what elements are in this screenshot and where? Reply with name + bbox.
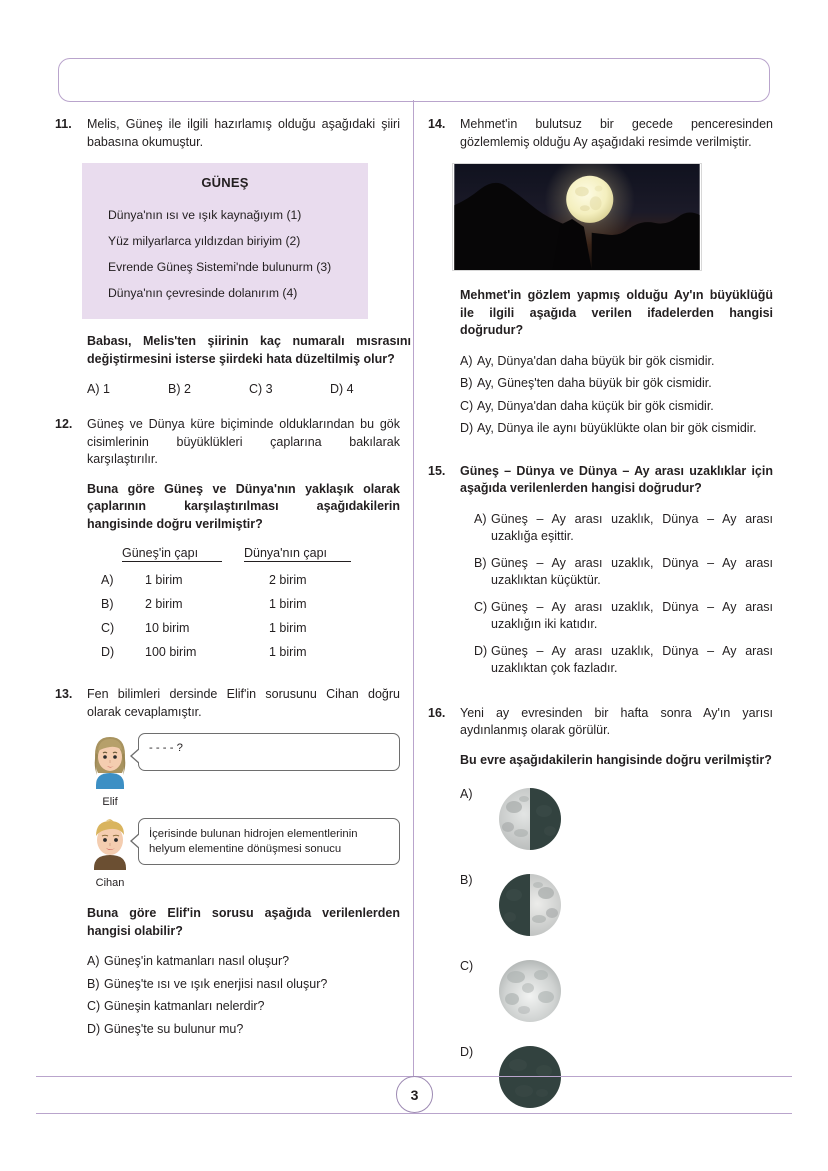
page-number: 3 xyxy=(396,1076,433,1113)
option-letter: D) xyxy=(474,643,488,658)
option-a[interactable]: A) 1 xyxy=(87,382,110,396)
question-15 xyxy=(428,463,773,683)
option-letter: A) xyxy=(460,787,473,801)
question-number: 11. xyxy=(55,117,72,131)
option-letter: D) xyxy=(101,645,115,659)
option-a[interactable] xyxy=(87,953,400,971)
page-header-box xyxy=(58,58,770,102)
poem-title: GÜNEŞ xyxy=(201,175,249,190)
option-d[interactable]: D) 4 xyxy=(330,382,354,396)
option-text: Güneş – Ay arası uzaklık, Dünya – Ay arası uzaklıktan çok fazladır. xyxy=(491,643,773,675)
question-number: 16. xyxy=(428,705,446,720)
option-letter: A) xyxy=(101,573,114,587)
option-letter: D) xyxy=(460,1045,474,1059)
option-letter: A) xyxy=(87,954,100,968)
question-stem: Yeni ay evresinden bir hafta sonra Ay'ın yarısı aydınlanmış olarak görülür. xyxy=(460,705,773,737)
option-c[interactable] xyxy=(460,955,632,1027)
moon-photograph xyxy=(452,163,773,271)
cell-earth-diameter: 1 birim xyxy=(269,621,307,635)
speech-bubble-elif xyxy=(138,733,400,771)
option-c[interactable] xyxy=(474,599,773,634)
answer-options xyxy=(87,382,411,396)
left-column xyxy=(55,116,411,1057)
question-prompt: Mehmet'in gözlem yapmış olduğu Ay'ın büyüklüğü ile ilgili aşağıda verilen ifadelerden hangisi doğrudur? xyxy=(460,288,773,337)
question-14 xyxy=(428,116,773,443)
cell-sun-diameter: 100 birim xyxy=(145,645,197,659)
speaker-name: Elif xyxy=(102,796,118,808)
option-b[interactable] xyxy=(474,555,773,590)
table-row[interactable] xyxy=(101,640,400,664)
answer-options xyxy=(474,511,773,678)
question-number: 13. xyxy=(55,687,73,701)
poem-line: Yüz milyarlarca yıldızdan biriyim (2) xyxy=(108,234,301,248)
answer-options xyxy=(87,953,400,1038)
column-divider xyxy=(413,100,414,1076)
option-text: Güneş – Ay arası uzaklık, Dünya – Ay arası uzaklığa eşittir. xyxy=(491,511,773,543)
moon-phase-lit-left-icon xyxy=(494,783,566,855)
option-text: Ay, Güneş'ten daha büyük bir gök cismidir. xyxy=(477,376,712,390)
option-text: Güneş'te su bulunur mu? xyxy=(104,1021,244,1036)
option-a[interactable] xyxy=(474,511,773,546)
question-12 xyxy=(55,416,400,664)
dialog-row-cihan xyxy=(82,818,400,889)
option-text: Ay, Dünya ile aynı büyüklükte olan bir gök cismidir. xyxy=(477,421,757,435)
question-11 xyxy=(55,116,411,396)
dialog-row-elif xyxy=(82,733,400,808)
question-prompt: Buna göre Elif'in sorusu aşağıda verilenlerden hangisi olabilir? xyxy=(87,906,400,938)
option-text: Güneş – Ay arası uzaklık, Dünya – Ay arası uzaklıktan küçüktür. xyxy=(491,555,773,587)
moon-phase-full-icon xyxy=(494,955,566,1027)
cell-earth-diameter: 1 birim xyxy=(269,645,307,659)
question-number: 14. xyxy=(428,117,446,131)
question-16 xyxy=(428,705,773,1128)
answer-options xyxy=(460,353,773,438)
question-prompt: Bu evre aşağıdakilerin hangisinde doğru verilmiştir? xyxy=(460,752,772,767)
comparison-table xyxy=(101,546,400,664)
option-a[interactable] xyxy=(460,353,773,371)
option-text: Ay, Dünya'dan daha büyük bir gök cismidir. xyxy=(477,353,715,368)
option-d[interactable] xyxy=(87,1021,400,1039)
column-header-earth: Dünya'nın çapı xyxy=(244,546,351,562)
speech-text: İçerisinde bulunan hidrojen elementlerinin helyum elementine dönüşmesi sonucu xyxy=(149,828,358,855)
right-column xyxy=(428,116,773,1141)
option-d[interactable] xyxy=(474,643,773,678)
option-letter: B) xyxy=(474,555,487,570)
option-letter: C) xyxy=(460,398,474,413)
cell-earth-diameter: 2 birim xyxy=(269,573,307,587)
cell-sun-diameter: 10 birim xyxy=(145,621,190,635)
option-letter: D) xyxy=(460,421,474,435)
option-a[interactable] xyxy=(460,783,632,855)
speaker-name: Cihan xyxy=(95,877,125,889)
question-number: 15. xyxy=(428,463,446,478)
option-b[interactable] xyxy=(87,976,400,994)
option-letter: B) xyxy=(87,976,100,991)
option-letter: B) xyxy=(101,597,114,611)
option-letter: B) xyxy=(460,873,473,887)
table-row[interactable] xyxy=(101,616,400,640)
option-text: Güneşin katmanları nelerdir? xyxy=(104,999,265,1013)
table-row[interactable] xyxy=(101,568,400,592)
option-text: Güneş'te ısı ve ışık enerjisi nasıl oluşur? xyxy=(104,976,328,991)
moon-phase-lit-right-icon xyxy=(494,869,566,941)
cell-earth-diameter: 1 birim xyxy=(269,597,307,611)
girl-avatar-icon xyxy=(86,733,134,789)
option-letter: A) xyxy=(474,511,487,526)
question-number: 12. xyxy=(55,417,73,431)
question-13 xyxy=(55,686,400,1043)
avatar-elif xyxy=(82,733,138,808)
cell-sun-diameter: 2 birim xyxy=(145,597,183,611)
option-b[interactable]: B) 2 xyxy=(168,382,191,396)
question-stem: Mehmet'in bulutsuz bir gecede penceresinden gözlemlemiş olduğu Ay aşağıdaki resimde verilmiştir. xyxy=(460,117,773,149)
question-stem: Melis, Güneş ile ilgili hazırlamış olduğu aşağıdaki şiiri babasına okumuştur. xyxy=(87,117,400,149)
option-b[interactable] xyxy=(460,375,773,393)
question-prompt: Güneş – Dünya ve Dünya – Ay arası uzaklıklar için aşağıda verilenlerden hangisi doğrudur? xyxy=(460,463,773,495)
option-letter: C) xyxy=(474,599,488,614)
option-letter: C) xyxy=(87,999,101,1013)
poem-line: Dünya'nın çevresinde dolanırım (4) xyxy=(108,286,298,300)
option-letter: D) xyxy=(87,1021,101,1036)
dialog-block xyxy=(82,733,400,889)
question-prompt: Babası, Melis'ten şiirinin kaç numaralı mısrasını değiştirmesini isterse şiirdeki hata düzeltilmiş olur? xyxy=(87,334,411,366)
boy-avatar-icon xyxy=(86,818,134,870)
poem-box xyxy=(82,163,368,319)
footer-rule-bottom xyxy=(36,1113,792,1114)
full-moon-night-photo xyxy=(452,163,702,271)
cell-sun-diameter: 1 birim xyxy=(145,573,183,587)
poem-line: Evrende Güneş Sistemi'nde bulunurm (3) xyxy=(108,260,332,274)
option-text: Ay, Dünya'dan daha küçük bir gök cismidir. xyxy=(477,398,714,413)
option-text: Güneş'in katmanları nasıl oluşur? xyxy=(104,954,290,968)
option-d[interactable] xyxy=(460,420,773,438)
option-c[interactable] xyxy=(87,998,400,1016)
avatar-cihan xyxy=(82,818,138,889)
question-stem: Fen bilimleri dersinde Elif'in sorusunu Cihan doğru olarak cevaplamıştır. xyxy=(87,687,400,719)
option-letter: A) xyxy=(460,353,473,368)
option-text: Güneş – Ay arası uzaklık, Dünya – Ay arası uzaklığın iki katıdır. xyxy=(491,599,773,631)
option-letter: C) xyxy=(460,959,474,973)
option-c[interactable] xyxy=(460,398,773,416)
question-prompt: Buna göre Güneş ve Dünya'nın yaklaşık olarak çaplarının karşılaştırılması aşağıdakilerin hangisinde doğru verilmiştir? xyxy=(87,481,400,531)
speech-text: - - - - ? xyxy=(149,741,183,754)
question-stem: Güneş ve Dünya küre biçiminde olduklarından bu gök cisimlerinin büyüklükleri çaplarına bakılarak karşılaştırılır. xyxy=(87,417,400,466)
option-letter: B) xyxy=(460,376,473,390)
table-row[interactable] xyxy=(101,592,400,616)
option-letter: C) xyxy=(101,621,115,635)
poem-line: Dünya'nın ısı ve ışık kaynağıyım (1) xyxy=(108,208,302,222)
option-c[interactable]: C) 3 xyxy=(249,382,273,396)
speech-bubble-cihan xyxy=(138,818,400,865)
column-header-sun: Güneş'in çapı xyxy=(122,546,222,562)
option-b[interactable] xyxy=(460,869,632,941)
table-header-row xyxy=(101,546,400,562)
